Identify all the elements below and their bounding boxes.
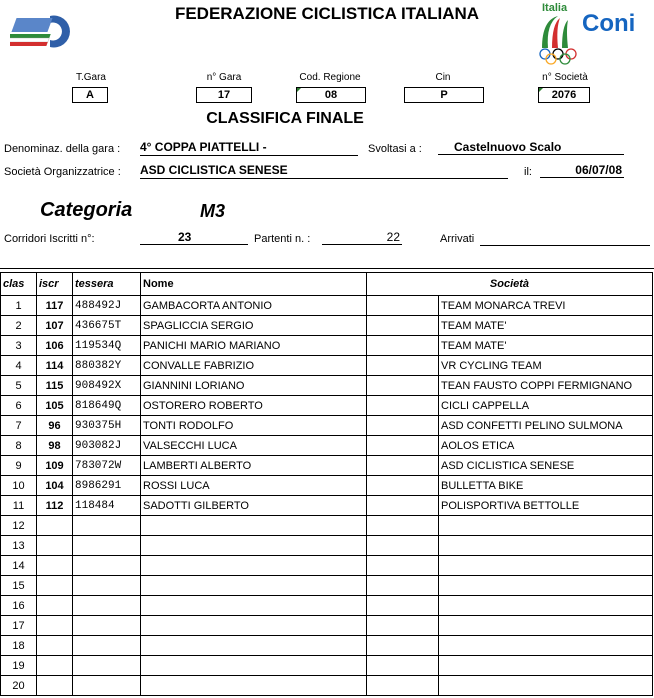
table-row [1,596,653,616]
cell-societa [439,676,653,696]
coni-logo-text: Coni [582,10,636,37]
iscritti-label: Corridori Iscritti n°: [4,233,95,245]
societa-org-label: Società Organizzatrice : [4,166,121,178]
cell-nome: OSTORERO ROBERTO [141,396,367,416]
cell-nome [141,656,367,676]
cell-spacer [367,296,439,316]
table-row [1,556,653,576]
cell-spacer [367,496,439,516]
cell-societa: VR CYCLING TEAM [439,356,653,376]
cell-clas: 17 [1,616,37,636]
cell-clas: 15 [1,576,37,596]
cell-iscr [37,556,73,576]
table-row [1,296,653,316]
cell-nome: CONVALLE FABRIZIO [141,356,367,376]
cell-tessera: 880382Y [73,356,141,376]
categoria-label: Categoria [40,199,133,221]
nsocieta-field: 2076 [538,87,590,103]
cell-nome [141,556,367,576]
cell-nome: ROSSI LUCA [141,476,367,496]
cell-nome: GAMBACORTA ANTONIO [141,296,367,316]
cell-nome [141,576,367,596]
coni-logo-italia: Italia [542,2,568,14]
cell-societa [439,516,653,536]
denominazione-label: Denominaz. della gara : [4,143,121,155]
cell-nome [141,536,367,556]
table-row [1,676,653,696]
cell-tessera [73,636,141,656]
svoltasi-label: Svoltasi a : [368,143,422,155]
cell-nome: SADOTTI GILBERTO [141,496,367,516]
cell-societa [439,596,653,616]
table-row [1,456,653,476]
cell-iscr: 117 [37,296,73,316]
partenti-value: 22 [322,230,402,245]
cell-nome [141,516,367,536]
tgara-label: T.Gara [75,72,106,83]
cell-tessera: 930375H [73,416,141,436]
cell-tessera [73,596,141,616]
cell-nome: TONTI RODOLFO [141,416,367,436]
cell-spacer [367,616,439,636]
cell-spacer [367,396,439,416]
cell-tessera [73,516,141,536]
col-header-nome: Nome [141,273,367,296]
societa-org-value: ASD CICLISTICA SENESE [140,163,508,179]
cell-clas: 14 [1,556,37,576]
col-header-clas: clas [1,273,37,296]
cell-clas: 11 [1,496,37,516]
cell-societa: ASD CONFETTI PELINO SULMONA [439,416,653,436]
cell-iscr: 109 [37,456,73,476]
cell-iscr: 112 [37,496,73,516]
table-row [1,496,653,516]
cell-iscr: 96 [37,416,73,436]
cell-societa [439,616,653,636]
cell-clas: 18 [1,636,37,656]
cell-clas: 19 [1,656,37,676]
cell-nome: PANICHI MARIO MARIANO [141,336,367,356]
cell-tessera: 903082J [73,436,141,456]
nsocieta-label: n° Società [542,72,588,83]
cell-iscr [37,596,73,616]
cell-clas: 20 [1,676,37,696]
cell-tessera [73,656,141,676]
cell-spacer [367,656,439,676]
denominazione-value: 4° COPPA PIATTELLI - [140,140,358,156]
cell-iscr: 98 [37,436,73,456]
cell-tessera: 8986291 [73,476,141,496]
cell-tessera: 908492X [73,376,141,396]
cell-societa: TEAM MATE' [439,316,653,336]
cell-spacer [367,576,439,596]
table-row [1,376,653,396]
ngara-label: n° Gara [206,72,242,83]
table-row [1,616,653,636]
cell-clas: 13 [1,536,37,556]
cell-tessera: 783072W [73,456,141,476]
cell-iscr [37,656,73,676]
table-row [1,396,653,416]
svoltasi-value: Castelnuovo Scalo [438,140,624,155]
cell-nome: VALSECCHI LUCA [141,436,367,456]
cell-clas: 6 [1,396,37,416]
cell-spacer [367,436,439,456]
cell-societa: POLISPORTIVA BETTOLLE [439,496,653,516]
cell-spacer [367,556,439,576]
cell-tessera: 436675T [73,316,141,336]
cell-clas: 4 [1,356,37,376]
cell-clas: 10 [1,476,37,496]
cell-nome: LAMBERTI ALBERTO [141,456,367,476]
col-header-iscr: iscr [37,273,73,296]
cell-spacer [367,336,439,356]
cell-societa [439,576,653,596]
cell-spacer [367,376,439,396]
table-row [1,316,653,336]
cell-clas: 16 [1,596,37,616]
codregione-label: Cod. Regione [299,72,361,83]
partenti-label: Partenti n. : [254,233,311,245]
cell-societa: AOLOS ETICA [439,436,653,456]
cell-societa: CICLI CAPPELLA [439,396,653,416]
ngara-field: 17 [196,87,252,103]
cin-field: P [404,87,484,103]
cell-iscr [37,636,73,656]
table-row [1,576,653,596]
cell-clas: 8 [1,436,37,456]
cell-nome [141,636,367,656]
page-title: FEDERAZIONE CICLISTICA ITALIANA [174,4,480,23]
cell-spacer [367,316,439,336]
cell-spacer [367,516,439,536]
olympic-rings-icon [538,48,580,66]
table-row [1,656,653,676]
cell-clas: 2 [1,316,37,336]
cell-societa: TEAM MONARCA TREVI [439,296,653,316]
arrivati-value [480,230,650,246]
date-value: 06/07/08 [540,163,624,178]
cell-iscr: 105 [37,396,73,416]
cell-nome: GIANNINI LORIANO [141,376,367,396]
cell-iscr [37,676,73,696]
cell-tessera: 118484 [73,496,141,516]
table-row [1,416,653,436]
cell-tessera [73,556,141,576]
cell-iscr [37,576,73,596]
cell-spacer [367,416,439,436]
cell-iscr [37,536,73,556]
table-row [1,536,653,556]
col-header-societa: Società [367,273,653,296]
cell-nome [141,616,367,636]
col-header-tessera: tessera [73,273,141,296]
cell-spacer [367,636,439,656]
cell-societa: TEAN FAUSTO COPPI FERMIGNANO [439,376,653,396]
table-row [1,636,653,656]
section-divider [0,268,654,269]
cell-clas: 3 [1,336,37,356]
table-row [1,336,653,356]
cell-societa: TEAM MATE' [439,336,653,356]
cell-tessera [73,536,141,556]
cell-nome: SPAGLICCIA SERGIO [141,316,367,336]
cell-spacer [367,676,439,696]
cell-spacer [367,596,439,616]
cell-nome [141,676,367,696]
categoria-value: M3 [200,201,226,221]
cell-societa: BULLETTA BIKE [439,476,653,496]
cin-label: Cin [435,72,451,83]
table-row [1,476,653,496]
table-row [1,516,653,536]
cell-iscr: 104 [37,476,73,496]
cell-tessera [73,576,141,596]
cell-tessera: 818649Q [73,396,141,416]
cell-societa [439,536,653,556]
cell-spacer [367,476,439,496]
cell-societa [439,636,653,656]
cell-iscr: 106 [37,336,73,356]
cell-tessera: 488492J [73,296,141,316]
table-row [1,436,653,456]
cell-clas: 9 [1,456,37,476]
cell-societa: ASD CICLISTICA SENESE [439,456,653,476]
cell-clas: 1 [1,296,37,316]
classifica-title: CLASSIFICA FINALE [206,110,364,127]
cell-societa [439,556,653,576]
cell-clas: 5 [1,376,37,396]
cell-spacer [367,536,439,556]
cell-iscr: 114 [37,356,73,376]
cell-spacer [367,356,439,376]
results-table [0,272,653,696]
iscritti-value: 23 [140,230,248,245]
cell-iscr [37,516,73,536]
cell-nome [141,596,367,616]
cell-iscr: 107 [37,316,73,336]
cell-tessera [73,616,141,636]
codregione-field: 08 [296,87,366,103]
cell-societa [439,656,653,676]
table-header-row [1,273,653,296]
cell-clas: 7 [1,416,37,436]
cell-iscr: 115 [37,376,73,396]
table-row [1,356,653,376]
cell-tessera: 119534Q [73,336,141,356]
cell-spacer [367,456,439,476]
cell-tessera [73,676,141,696]
cell-iscr [37,616,73,636]
arrivati-label: Arrivati [440,233,475,245]
cell-clas: 12 [1,516,37,536]
tgara-field: A [72,87,108,103]
date-label: il: [524,166,532,178]
